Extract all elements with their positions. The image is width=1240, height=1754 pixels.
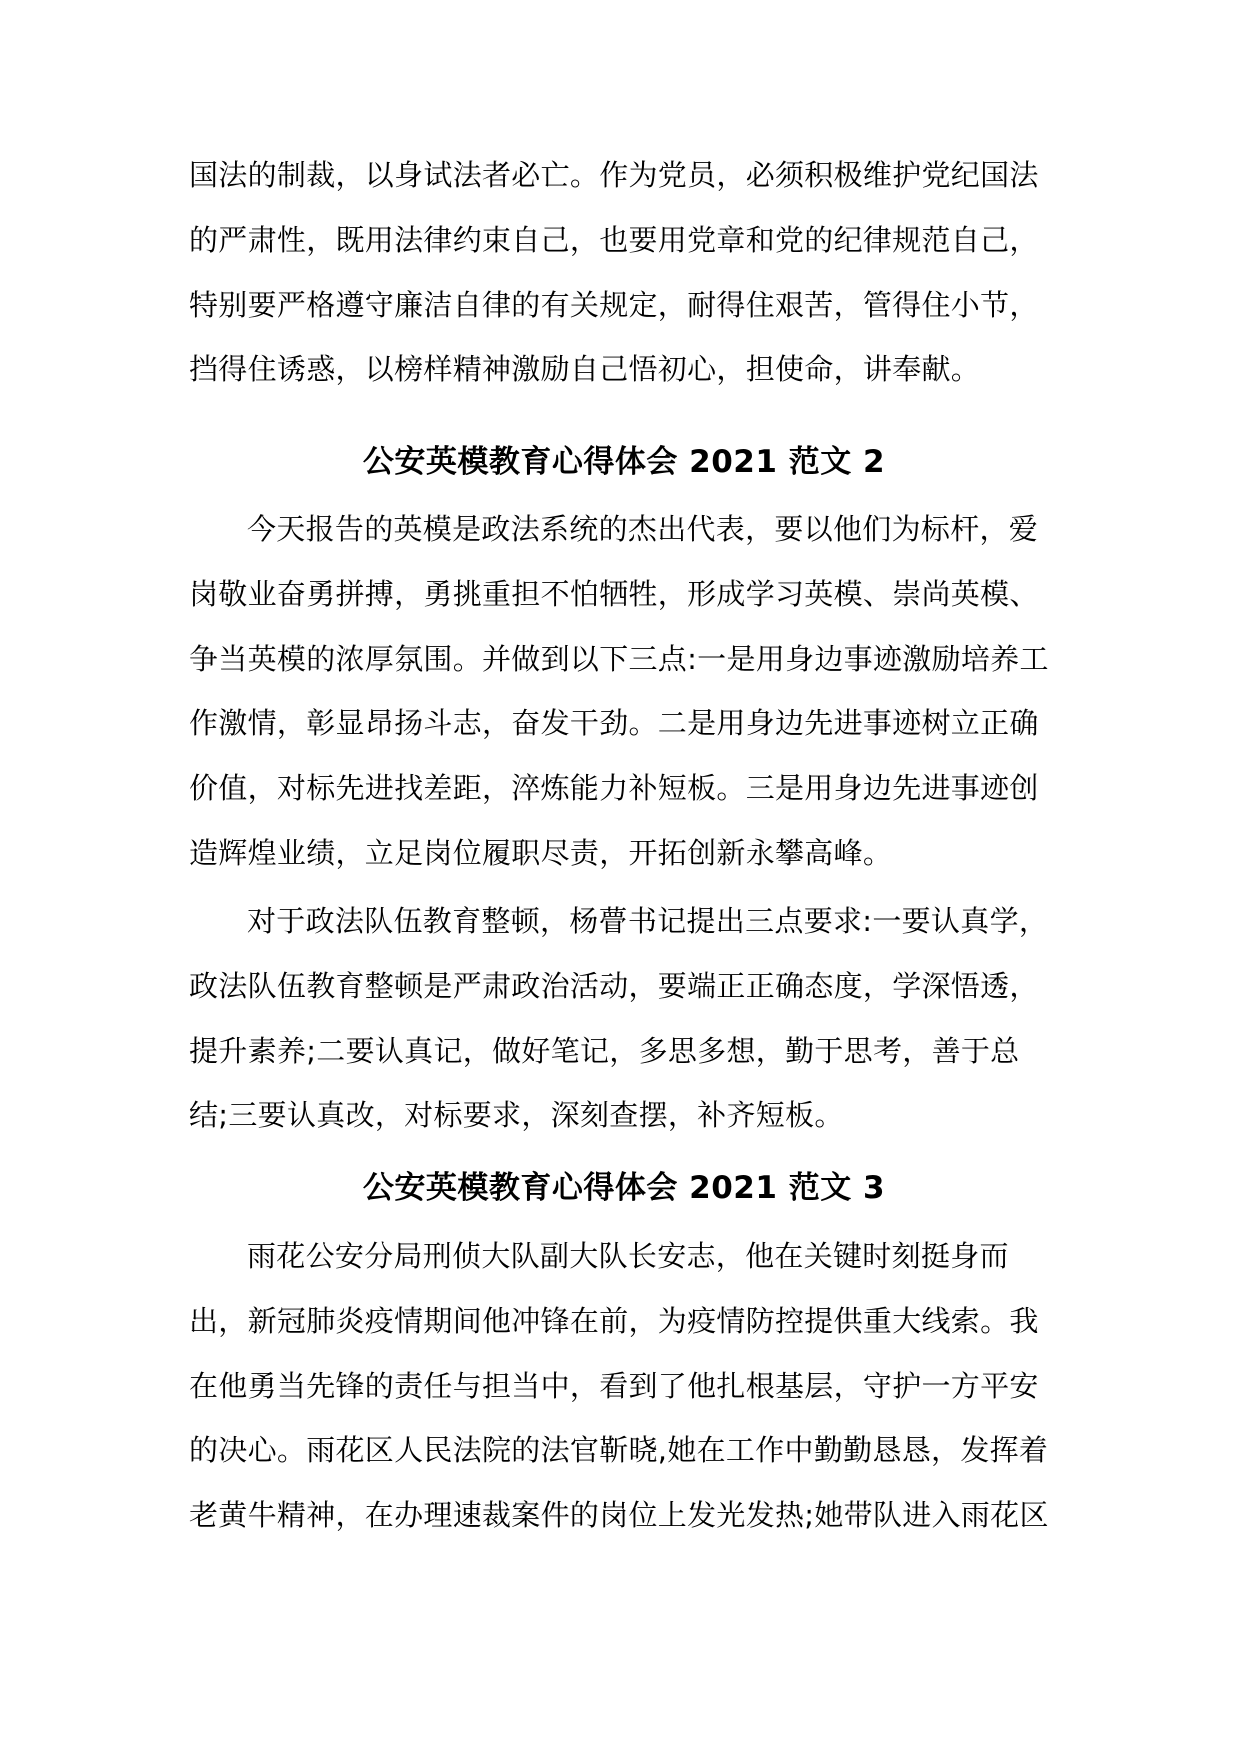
section-2-paragraph-1 xyxy=(189,497,1059,886)
text-line: 造辉煌业绩，立足岗位履职尽责，开拓创新永攀高峰。 xyxy=(189,835,893,870)
text-line: 特别要严格遵守廉洁自律的有关规定，耐得住艰苦，管得住小节， xyxy=(189,287,1039,322)
text-line: 提升素养;二要认真记，做好笔记，多思多想，勤于思考，善于总 xyxy=(189,1033,1020,1068)
text-line: 雨花公安分局刑侦大队副大队长安志，他在关键时刻挺身而 xyxy=(247,1239,1009,1273)
intro-paragraph xyxy=(189,143,1059,402)
text-line: 的严肃性，既用法律约束自己，也要用党章和党的纪律规范自己， xyxy=(189,222,1039,257)
text-line: 作激情，彰显昂扬斗志，奋发干劲。二是用身边先进事迹树立正确 xyxy=(189,706,1039,741)
section-2-paragraph-2 xyxy=(189,889,1059,1148)
section-3-paragraph-1 xyxy=(189,1224,1059,1548)
section-2-heading: 公安英模教育心得体会 2021 范文 2 xyxy=(362,444,886,480)
text-line: 岗敬业奋勇拼搏，勇挑重担不怕牺牲，形成学习英模、崇尚英模、 xyxy=(189,576,1039,611)
text-line: 争当英模的浓厚氛围。并做到以下三点:一是用身边事迹激励培养工 xyxy=(189,641,1049,676)
text-line: 价值，对标先进找差距，淬炼能力补短板。三是用身边先进事迹创 xyxy=(189,771,1039,806)
text-line: 今天报告的英模是政法系统的杰出代表，要以他们为标杆，爱 xyxy=(247,512,1039,546)
text-line: 国法的制裁，以身试法者必亡。作为党员，必须积极维护党纪国法 xyxy=(189,158,1039,192)
text-line: 结;三要认真改，对标要求，深刻查摆，补齐短板。 xyxy=(189,1098,844,1133)
text-line: 政法队伍教育整顿是严肃政治活动，要端正正确态度，学深悟透， xyxy=(189,968,1039,1003)
text-line: 老黄牛精神，在办理速裁案件的岗位上发光发热;她带队进入雨花区 xyxy=(189,1498,1049,1533)
text-line: 对于政法队伍教育整顿，杨瞢书记提出三点要求:一要认真学， xyxy=(247,904,1049,938)
section-3-heading: 公安英模教育心得体会 2021 范文 3 xyxy=(362,1170,886,1206)
text-line: 出，新冠肺炎疫情期间他冲锋在前，为疫情防控提供重大线索。我 xyxy=(189,1303,1039,1338)
text-line: 在他勇当先锋的责任与担当中，看到了他扎根基层，守护一方平安 xyxy=(189,1368,1039,1403)
text-line: 挡得住诱惑，以榜样精神激励自己悟初心，担使命，讲奉献。 xyxy=(189,352,981,387)
text-line: 的决心。雨花区人民法院的法官靳晓,她在工作中勤勤恳恳，发挥着 xyxy=(189,1433,1049,1468)
